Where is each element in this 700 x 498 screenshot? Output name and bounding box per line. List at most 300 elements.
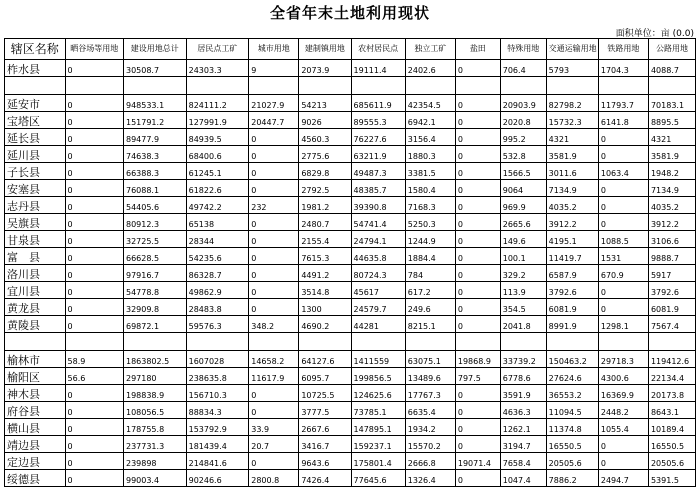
column-header: 晒谷场等用地	[65, 39, 123, 60]
table-cell	[598, 333, 648, 351]
table-cell: 54741.4	[351, 214, 405, 231]
table-cell: 61245.1	[186, 163, 249, 180]
region-name-cell: 神木县	[5, 385, 66, 402]
table-cell: 149.6	[500, 231, 546, 248]
table-cell: 0	[455, 60, 500, 77]
table-cell: 124625.6	[351, 385, 405, 402]
table-cell: 15732.3	[546, 112, 598, 129]
table-cell: 175801.4	[351, 453, 405, 470]
table-cell: 4636.3	[500, 402, 546, 419]
region-name-cell: 定边县	[5, 453, 66, 470]
table-cell: 3194.7	[500, 436, 546, 453]
table-cell: 73785.1	[351, 402, 405, 419]
table-cell: 11374.8	[546, 419, 598, 436]
table-cell: 77645.6	[351, 470, 405, 487]
table-cell: 0	[598, 453, 648, 470]
region-name-cell: 洛川县	[5, 265, 66, 282]
table-cell: 84939.5	[186, 129, 249, 146]
table-cell: 7886.2	[546, 470, 598, 487]
region-name-cell: 吴旗县	[5, 214, 66, 231]
table-cell: 1411559	[351, 351, 405, 368]
table-cell: 11094.5	[546, 402, 598, 419]
table-cell	[351, 77, 405, 95]
table-cell: 4690.2	[299, 316, 351, 333]
table-row	[5, 180, 696, 197]
table-cell: 24303.3	[186, 60, 249, 77]
region-name-cell: 子长县	[5, 163, 66, 180]
table-cell: 2155.4	[299, 231, 351, 248]
table-cell: 5250.3	[405, 214, 455, 231]
table-cell: 3416.7	[299, 436, 351, 453]
table-cell: 29718.3	[598, 351, 648, 368]
table-cell: 1088.5	[598, 231, 648, 248]
table-cell: 0	[65, 146, 123, 163]
table-cell: 69872.1	[123, 316, 186, 333]
table-cell: 1326.4	[405, 470, 455, 487]
table-cell	[500, 77, 546, 95]
table-cell: 948533.1	[123, 95, 186, 112]
column-header: 农村居民点	[351, 39, 405, 60]
table-cell: 0	[455, 436, 500, 453]
table-cell: 11793.7	[598, 95, 648, 112]
table-cell: 74638.3	[123, 146, 186, 163]
table-cell: 68400.6	[186, 146, 249, 163]
table-cell: 0	[65, 299, 123, 316]
region-name-cell: 宝塔区	[5, 112, 66, 129]
table-row	[5, 436, 696, 453]
table-row	[5, 351, 696, 368]
table-cell: 2665.6	[500, 214, 546, 231]
table-cell: 670.9	[598, 265, 648, 282]
table-cell: 249.6	[405, 299, 455, 316]
table-row	[5, 214, 696, 231]
table-cell: 0	[65, 60, 123, 77]
table-cell: 0	[249, 385, 299, 402]
table-cell: 45617	[351, 282, 405, 299]
table-cell: 0	[455, 299, 500, 316]
table-cell: 6942.1	[405, 112, 455, 129]
table-cell: 3581.9	[648, 146, 695, 163]
table-cell: 127991.9	[186, 112, 249, 129]
table-row	[5, 402, 696, 419]
region-name-cell: 安塞县	[5, 180, 66, 197]
table-cell: 2041.8	[500, 316, 546, 333]
table-cell: 8895.5	[648, 112, 695, 129]
table-cell: 2667.6	[299, 419, 351, 436]
table-cell: 2775.6	[299, 146, 351, 163]
column-header: 辖区名称	[5, 39, 66, 60]
table-cell: 2480.7	[299, 214, 351, 231]
table-cell: 17767.3	[405, 385, 455, 402]
table-cell: 297180	[123, 368, 186, 385]
table-cell: 24794.1	[351, 231, 405, 248]
table-cell	[405, 333, 455, 351]
column-header: 特殊用地	[500, 39, 546, 60]
table-cell: 99003.4	[123, 470, 186, 487]
table-row	[5, 385, 696, 402]
table-cell: 20903.9	[500, 95, 546, 112]
table-cell: 13489.6	[405, 368, 455, 385]
table-cell: 19868.9	[455, 351, 500, 368]
table-cell: 199856.5	[351, 368, 405, 385]
table-cell: 329.2	[500, 265, 546, 282]
table-cell: 19111.4	[351, 60, 405, 77]
unit-label: 面积单位：亩 (0.0)	[615, 29, 694, 39]
table-cell: 0	[455, 419, 500, 436]
region-name-cell: 榆林市	[5, 351, 66, 368]
table-cell: 6141.8	[598, 112, 648, 129]
table-cell: 33.9	[249, 419, 299, 436]
table-cell: 21027.9	[249, 95, 299, 112]
table-cell: 3912.2	[648, 214, 695, 231]
table-row	[5, 265, 696, 282]
table-cell: 0	[598, 282, 648, 299]
table-cell: 3514.8	[299, 282, 351, 299]
table-cell: 16550.5	[546, 436, 598, 453]
table-cell: 1063.4	[598, 163, 648, 180]
table-cell: 30508.7	[123, 60, 186, 77]
table-cell: 28344	[186, 231, 249, 248]
table-row	[5, 60, 696, 77]
table-cell: 9888.7	[648, 248, 695, 265]
table-cell: 0	[598, 197, 648, 214]
table-cell	[455, 77, 500, 95]
table-cell: 0	[65, 316, 123, 333]
table-cell	[405, 77, 455, 95]
column-header: 铁路用地	[598, 39, 648, 60]
table-cell: 6081.9	[546, 299, 598, 316]
table-cell: 6829.8	[299, 163, 351, 180]
table-cell: 16369.9	[598, 385, 648, 402]
table-cell: 1981.2	[299, 197, 351, 214]
table-cell: 2073.9	[299, 60, 351, 77]
table-cell: 7567.4	[648, 316, 695, 333]
table-cell: 0	[65, 248, 123, 265]
table-cell: 3381.5	[405, 163, 455, 180]
table-cell: 0	[249, 453, 299, 470]
table-row	[5, 77, 696, 95]
table-cell: 0	[65, 231, 123, 248]
table-cell: 66388.3	[123, 163, 186, 180]
table-cell: 0	[455, 129, 500, 146]
table-cell: 108056.5	[123, 402, 186, 419]
table-cell: 4300.6	[598, 368, 648, 385]
table-row	[5, 197, 696, 214]
table-cell: 49862.9	[186, 282, 249, 299]
table-cell: 54778.8	[123, 282, 186, 299]
table-cell: 8643.1	[648, 402, 695, 419]
table-cell: 6095.7	[299, 368, 351, 385]
table-cell: 0	[249, 231, 299, 248]
table-cell: 784	[405, 265, 455, 282]
table-cell: 9064	[500, 180, 546, 197]
column-header: 公路用地	[648, 39, 695, 60]
table-row	[5, 95, 696, 112]
table-cell: 156710.3	[186, 385, 249, 402]
table-cell	[455, 333, 500, 351]
table-cell	[249, 77, 299, 95]
column-header: 建制镇用地	[299, 39, 351, 60]
table-cell: 32725.5	[123, 231, 186, 248]
table-cell: 797.5	[455, 368, 500, 385]
table-cell: 24579.7	[351, 299, 405, 316]
table-cell: 0	[455, 95, 500, 112]
region-name-cell	[5, 333, 66, 351]
table-cell: 54213	[299, 95, 351, 112]
table-row	[5, 453, 696, 470]
table-cell: 0	[249, 402, 299, 419]
table-cell: 0	[455, 180, 500, 197]
table-cell: 0	[249, 282, 299, 299]
table-cell: 59576.3	[186, 316, 249, 333]
table-cell: 8991.9	[546, 316, 598, 333]
column-header: 交通运输用地	[546, 39, 598, 60]
table-cell: 150463.2	[546, 351, 598, 368]
table-cell: 4321	[546, 129, 598, 146]
table-cell	[648, 77, 695, 95]
table-cell: 39390.8	[351, 197, 405, 214]
table-cell: 232	[249, 197, 299, 214]
table-cell: 63075.1	[405, 351, 455, 368]
table-cell: 1934.2	[405, 419, 455, 436]
table-cell: 36553.2	[546, 385, 598, 402]
table-cell: 685611.9	[351, 95, 405, 112]
table-cell: 238635.8	[186, 368, 249, 385]
table-cell: 0	[249, 248, 299, 265]
region-name-cell	[5, 77, 66, 95]
table-cell: 14658.2	[249, 351, 299, 368]
table-cell: 2792.5	[299, 180, 351, 197]
table-cell	[123, 333, 186, 351]
table-cell: 11617.9	[249, 368, 299, 385]
table-cell: 0	[455, 231, 500, 248]
region-name-cell: 黄龙县	[5, 299, 66, 316]
table-cell: 0	[65, 419, 123, 436]
table-cell: 0	[598, 299, 648, 316]
table-cell: 354.5	[500, 299, 546, 316]
table-cell: 1704.3	[598, 60, 648, 77]
table-cell: 0	[249, 214, 299, 231]
page-title: 全省年末土地利用现状	[269, 4, 430, 22]
table-cell: 70183.1	[648, 95, 695, 112]
table-cell: 80724.3	[351, 265, 405, 282]
region-name-cell: 府谷县	[5, 402, 66, 419]
column-header: 建设用地总计	[123, 39, 186, 60]
table-cell: 64127.6	[299, 351, 351, 368]
table-cell: 4088.7	[648, 60, 695, 77]
table-cell: 7426.4	[299, 470, 351, 487]
table-cell: 178755.8	[123, 419, 186, 436]
table-row	[5, 299, 696, 316]
table-cell: 3912.2	[546, 214, 598, 231]
table-cell: 0	[249, 129, 299, 146]
table-cell: 20173.8	[648, 385, 695, 402]
table-cell	[65, 333, 123, 351]
table-cell: 6778.6	[500, 368, 546, 385]
table-cell: 0	[249, 299, 299, 316]
table-cell: 63211.9	[351, 146, 405, 163]
table-cell: 6081.9	[648, 299, 695, 316]
table-cell: 88834.3	[186, 402, 249, 419]
table-cell: 0	[455, 163, 500, 180]
table-cell: 0	[65, 402, 123, 419]
table-cell: 1298.1	[598, 316, 648, 333]
table-cell: 0	[65, 453, 123, 470]
table-cell: 20.7	[249, 436, 299, 453]
table-cell: 9026	[299, 112, 351, 129]
table-cell: 3156.4	[405, 129, 455, 146]
region-name-cell: 宜川县	[5, 282, 66, 299]
table-row	[5, 231, 696, 248]
table-cell: 48385.7	[351, 180, 405, 197]
table-cell: 4195.1	[546, 231, 598, 248]
table-cell	[186, 77, 249, 95]
table-row	[5, 163, 696, 180]
table-cell: 27624.6	[546, 368, 598, 385]
table-row	[5, 316, 696, 333]
table-cell: 1531	[598, 248, 648, 265]
table-cell: 969.9	[500, 197, 546, 214]
table-cell: 42354.5	[405, 95, 455, 112]
region-name-cell: 志丹县	[5, 197, 66, 214]
table-cell: 20505.6	[546, 453, 598, 470]
table-cell	[186, 333, 249, 351]
table-cell: 2448.2	[598, 402, 648, 419]
table-cell: 617.2	[405, 282, 455, 299]
table-row	[5, 368, 696, 385]
table-cell: 6587.9	[546, 265, 598, 282]
table-cell: 44281	[351, 316, 405, 333]
table-cell: 4035.2	[648, 197, 695, 214]
table-cell: 3591.9	[500, 385, 546, 402]
table-cell: 11419.7	[546, 248, 598, 265]
table-cell: 3106.6	[648, 231, 695, 248]
table-cell: 0	[455, 282, 500, 299]
region-name-cell: 绥德县	[5, 470, 66, 487]
table-cell	[249, 333, 299, 351]
table-row	[5, 129, 696, 146]
table-cell: 86328.7	[186, 265, 249, 282]
table-cell: 153792.9	[186, 419, 249, 436]
table-cell: 151791.2	[123, 112, 186, 129]
table-cell: 5391.5	[648, 470, 695, 487]
table-cell	[299, 333, 351, 351]
table-body	[5, 60, 696, 487]
table-cell	[123, 77, 186, 95]
table-cell: 7658.4	[500, 453, 546, 470]
table-cell: 0	[249, 180, 299, 197]
table-cell: 19071.4	[455, 453, 500, 470]
table-cell: 0	[455, 402, 500, 419]
column-header: 城市用地	[249, 39, 299, 60]
table-cell: 0	[598, 436, 648, 453]
table-cell: 7134.9	[648, 180, 695, 197]
table-cell: 119412.6	[648, 351, 695, 368]
table-cell: 9643.6	[299, 453, 351, 470]
table-cell: 147895.1	[351, 419, 405, 436]
table-cell: 0	[249, 265, 299, 282]
table-cell	[546, 333, 598, 351]
table-cell: 0	[455, 385, 500, 402]
table-cell: 995.2	[500, 129, 546, 146]
table-cell: 0	[598, 146, 648, 163]
region-name-cell: 延川县	[5, 146, 66, 163]
table-cell: 49742.2	[186, 197, 249, 214]
table-header-row	[5, 39, 696, 60]
table-cell: 89477.9	[123, 129, 186, 146]
region-name-cell: 延安市	[5, 95, 66, 112]
region-name-cell: 甘泉县	[5, 231, 66, 248]
table-cell: 237731.3	[123, 436, 186, 453]
table-cell	[351, 333, 405, 351]
table-cell: 214841.6	[186, 453, 249, 470]
column-header: 独立工矿	[405, 39, 455, 60]
table-cell: 0	[65, 163, 123, 180]
table-cell	[500, 333, 546, 351]
table-cell: 49487.3	[351, 163, 405, 180]
table-cell: 61822.6	[186, 180, 249, 197]
table-cell: 90246.6	[186, 470, 249, 487]
table-cell: 15570.2	[405, 436, 455, 453]
table-row	[5, 146, 696, 163]
region-name-cell: 黄陵县	[5, 316, 66, 333]
table-cell: 0	[249, 163, 299, 180]
table-cell: 181439.4	[186, 436, 249, 453]
land-use-table	[4, 38, 696, 487]
table-cell: 1566.5	[500, 163, 546, 180]
table-cell: 0	[65, 214, 123, 231]
table-cell: 198838.9	[123, 385, 186, 402]
region-name-cell: 靖边县	[5, 436, 66, 453]
table-cell: 0	[65, 180, 123, 197]
table-cell: 9	[249, 60, 299, 77]
table-cell: 0	[455, 214, 500, 231]
table-cell: 0	[598, 214, 648, 231]
table-cell: 0	[598, 129, 648, 146]
table-cell: 5917	[648, 265, 695, 282]
table-cell: 0	[455, 265, 500, 282]
table-cell: 0	[65, 436, 123, 453]
table-cell: 0	[65, 470, 123, 487]
table-cell: 159237.1	[351, 436, 405, 453]
table-cell: 3011.6	[546, 163, 598, 180]
table-row	[5, 282, 696, 299]
table-cell: 97916.7	[123, 265, 186, 282]
table-cell: 0	[65, 95, 123, 112]
table-cell: 3792.6	[648, 282, 695, 299]
table-cell	[598, 77, 648, 95]
table-cell: 54405.6	[123, 197, 186, 214]
region-name-cell: 横山县	[5, 419, 66, 436]
table-cell: 1300	[299, 299, 351, 316]
table-cell: 8215.1	[405, 316, 455, 333]
table-cell: 22134.4	[648, 368, 695, 385]
table-cell: 0	[455, 316, 500, 333]
table-cell: 54235.6	[186, 248, 249, 265]
table-cell: 7615.3	[299, 248, 351, 265]
table-cell: 1580.4	[405, 180, 455, 197]
table-cell: 2402.6	[405, 60, 455, 77]
table-cell: 2020.8	[500, 112, 546, 129]
region-name-cell: 榆阳区	[5, 368, 66, 385]
region-name-cell: 延长县	[5, 129, 66, 146]
table-cell: 0	[65, 197, 123, 214]
table-cell: 0	[65, 112, 123, 129]
table-cell: 3581.9	[546, 146, 598, 163]
table-cell: 10189.4	[648, 419, 695, 436]
table-cell: 0	[455, 470, 500, 487]
table-cell: 1863802.5	[123, 351, 186, 368]
